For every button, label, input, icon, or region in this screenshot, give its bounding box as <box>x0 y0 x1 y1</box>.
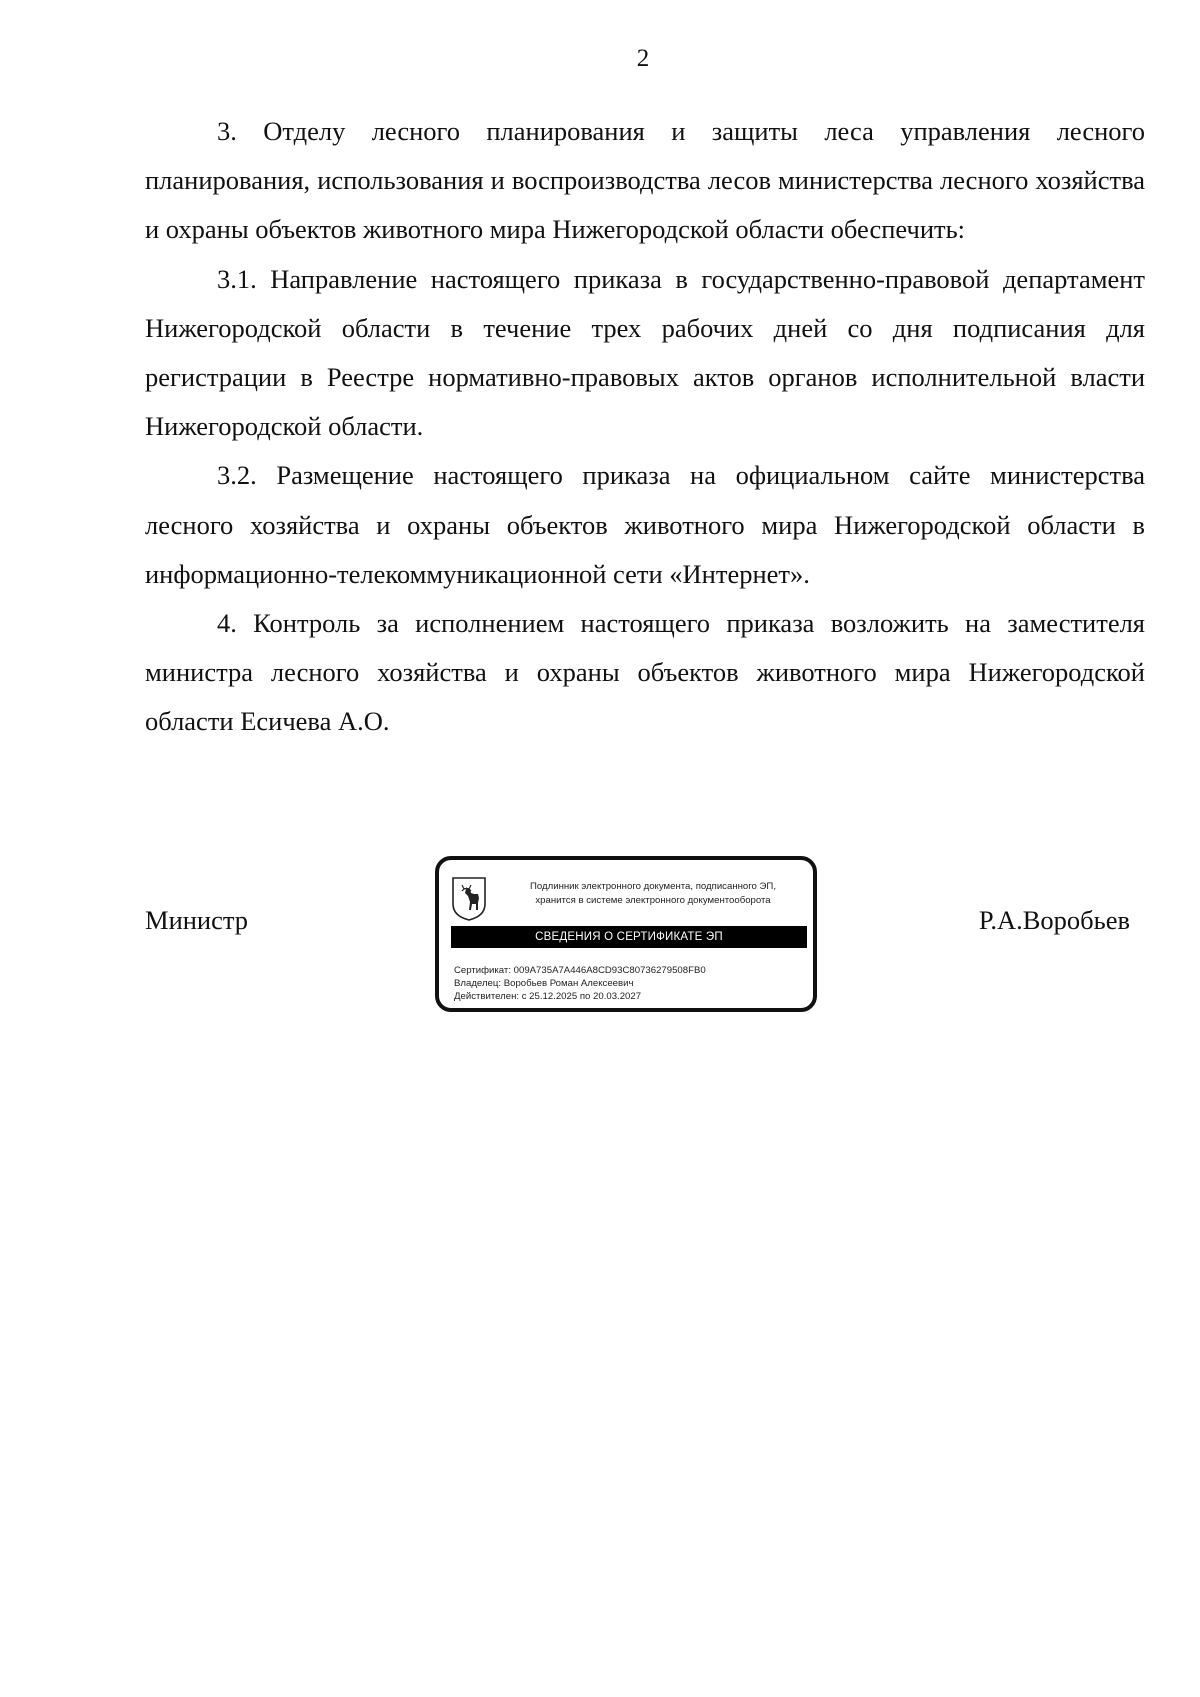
paragraph-4: 4. Контроль за исполнением настоящего приказа возложить на заместителя министра лесного хозяйства и охраны объектов животного мира Нижегородской области Есичева А.О. <box>145 608 1145 737</box>
document-body <box>145 107 1145 747</box>
deer-coat-of-arms-icon <box>451 876 487 922</box>
electronic-signature-stamp <box>435 856 817 1012</box>
page-number: 2 <box>636 45 650 72</box>
certificate-validity: Действителен: с 25.12.2025 по 20.03.2027 <box>454 991 642 1002</box>
certificate-owner: Владелец: Воробьев Роман Алексеевич <box>454 978 634 989</box>
certificate-number: Сертификат: 009A735A7A446A8CD93C80736279508FB0 <box>454 965 706 976</box>
paragraph-3-1: 3.1. Направление настоящего приказа в государственно-правовой департамент Нижегородской области в течение трех рабочих дней со дня подписания для регистрации в Реестре нормативно-правовых актов органов исполнительной власти Нижегородской области. <box>145 263 1145 442</box>
signatory-name: Р.А.Воробьев <box>978 905 1130 935</box>
paragraph-3-2: 3.2. Размещение настоящего приказа на официальном сайте министерства лесного хозяйства и охраны объектов животного мира Нижегородской области в информационно-телекоммуникационной сети «Интернет». <box>145 460 1145 589</box>
stamp-certificate-details <box>454 964 706 1003</box>
stamp-certificate-title: СВЕДЕНИЯ О СЕРТИФИКАТЕ ЭП <box>451 926 807 948</box>
signatory-position: Министр <box>145 905 249 935</box>
stamp-header <box>495 880 811 907</box>
stamp-header-line: Подлинник электронного документа, подписанного ЭП, <box>530 881 776 892</box>
paragraph-3: 3. Отделу лесного планирования и защиты леса управления лесного планирования, использования и воспроизводства лесов министерства лесного хозяйства и охраны объектов животного мира Нижегородской области обеспечить: <box>145 116 1145 245</box>
stamp-header-line: хранится в системе электронного документооборота <box>535 894 771 906</box>
